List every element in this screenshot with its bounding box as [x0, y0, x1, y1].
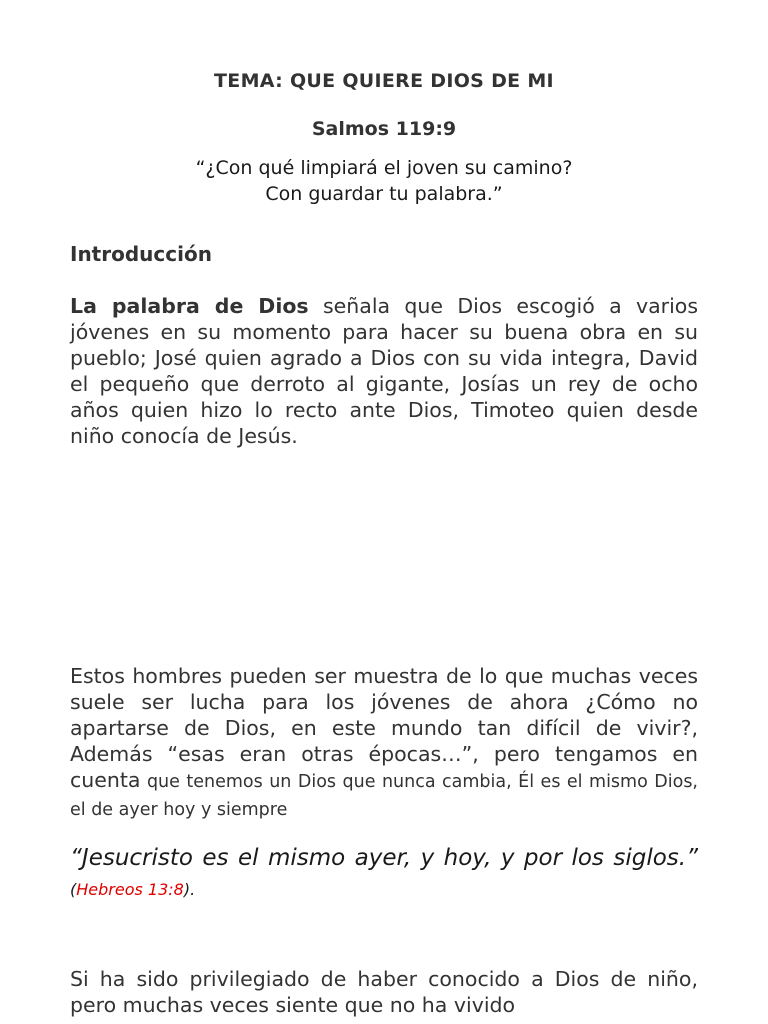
paragraph-body: Estos hombres pueden ser muestra de lo que muchas veces suele ser lucha para los jóvenes de ahora ¿Cómo no apartarse de Dios, en este mundo tan difícil de vivir?, Además “esas eran otras épocas…”, pero tengamos en cuenta [70, 664, 698, 792]
quote-text: “Jesucristo es el mismo ayer, y hoy, y por los siglos.” [70, 845, 698, 871]
paragraph-examples [70, 663, 698, 823]
section-heading-introduction: Introducción [70, 242, 212, 266]
scripture-quote [70, 844, 698, 904]
paragraph-body: señala que Dios escogió a varios jóvenes en su momento para hacer su buena obra en su pueblo; José quien agrado a Dios con su vida integra, David el pequeño que derroto al gigante, Josías un rey de ocho años quien hizo lo recto ante Dios, Timoteo quien desde niño conocía de Jesús. [70, 294, 698, 448]
verse-line-1: “¿Con qué limpiará el joven su camino? [195, 157, 573, 179]
paragraph-tail: que tenemos un Dios que nunca cambia, Él es el mismo Dios, el de ayer hoy y siempre [70, 772, 698, 820]
citation-reference: Hebreos 13:8 [76, 880, 184, 899]
scripture-verse [0, 155, 768, 207]
scripture-reference: Salmos 119:9 [311, 118, 457, 140]
paragraph-lead: La palabra de Dios [70, 294, 309, 318]
paragraph-intro [70, 293, 698, 449]
document-title: TEMA: QUE QUIERE DIOS DE MI [214, 70, 554, 92]
verse-line-2: Con guardar tu palabra.” [265, 183, 503, 205]
paragraph-privileged: Si ha sido privilegiado de haber conocido a Dios de niño, pero muchas veces siente que no ha vivido [70, 967, 698, 1017]
citation-open: ( [70, 880, 77, 899]
citation-close: ). [183, 880, 196, 899]
quote-citation [70, 880, 195, 899]
